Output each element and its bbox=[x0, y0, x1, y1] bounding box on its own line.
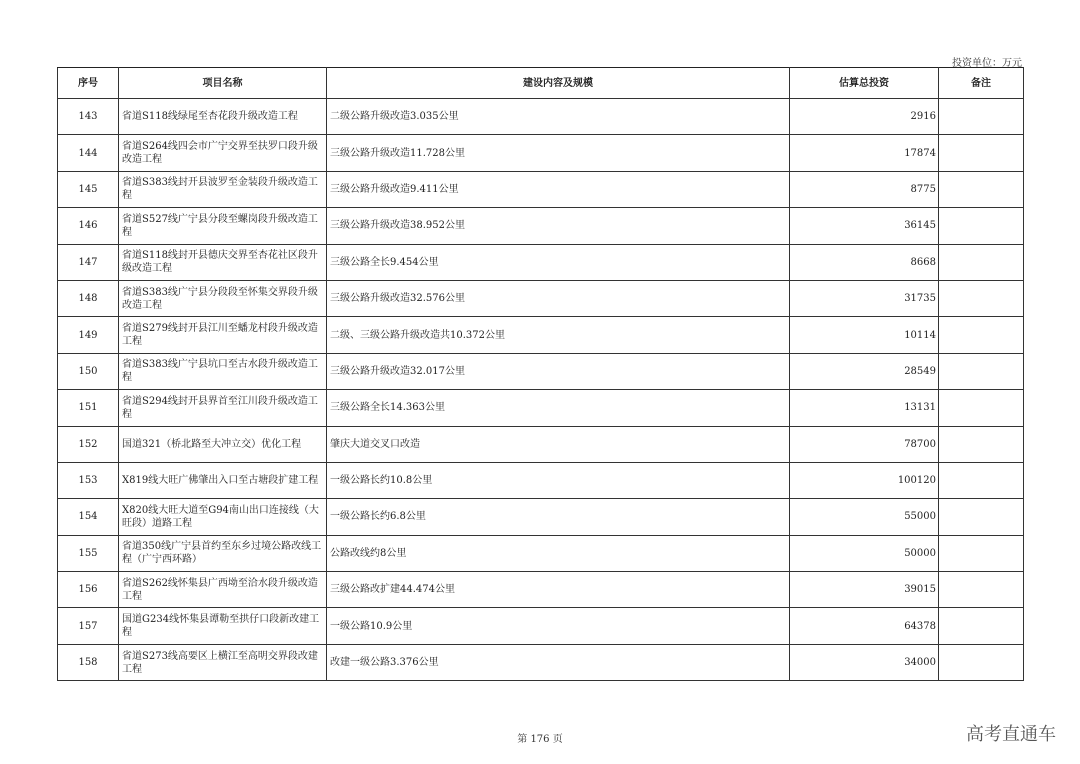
cell-project-name: 国道G234线怀集县谭勒至拱仔口段新改建工程 bbox=[119, 608, 327, 644]
cell-remark bbox=[939, 572, 1024, 608]
cell-remark bbox=[939, 353, 1024, 389]
cell-construction-content: 二级公路升级改造3.035公里 bbox=[327, 99, 790, 135]
cell-seq: 158 bbox=[58, 644, 119, 680]
cell-investment: 64378 bbox=[790, 608, 939, 644]
table-body bbox=[58, 99, 1024, 681]
table-row bbox=[58, 644, 1024, 680]
table-row bbox=[58, 171, 1024, 207]
cell-investment: 78700 bbox=[790, 426, 939, 462]
table-row bbox=[58, 353, 1024, 389]
cell-project-name: 省道S264线四会市广宁交界至扶罗口段升级改造工程 bbox=[119, 135, 327, 171]
cell-investment: 50000 bbox=[790, 535, 939, 571]
cell-construction-content: 三级公路升级改造32.576公里 bbox=[327, 280, 790, 316]
cell-investment: 10114 bbox=[790, 317, 939, 353]
cell-seq: 154 bbox=[58, 499, 119, 535]
table-row bbox=[58, 244, 1024, 280]
project-table bbox=[57, 67, 1024, 681]
cell-construction-content: 三级公路升级改造38.952公里 bbox=[327, 208, 790, 244]
cell-construction-content: 三级公路全长9.454公里 bbox=[327, 244, 790, 280]
cell-seq: 149 bbox=[58, 317, 119, 353]
cell-investment: 8668 bbox=[790, 244, 939, 280]
cell-seq: 156 bbox=[58, 572, 119, 608]
cell-seq: 155 bbox=[58, 535, 119, 571]
cell-construction-content: 一级公路10.9公里 bbox=[327, 608, 790, 644]
cell-project-name: 省道S383线广宁县分段段至怀集交界段升级改造工程 bbox=[119, 280, 327, 316]
table-row bbox=[58, 135, 1024, 171]
table-row bbox=[58, 317, 1024, 353]
table-row bbox=[58, 462, 1024, 498]
watermark-text: 高考直通车 bbox=[966, 724, 1056, 745]
cell-seq: 152 bbox=[58, 426, 119, 462]
header-remark: 备注 bbox=[939, 68, 1024, 99]
cell-project-name: X819线大旺广佛肇出入口至古塘段扩建工程 bbox=[119, 462, 327, 498]
header-name: 项目名称 bbox=[119, 68, 327, 99]
cell-remark bbox=[939, 644, 1024, 680]
cell-project-name: X820线大旺大道至G94南山出口连接线（大旺段）道路工程 bbox=[119, 499, 327, 535]
header-investment: 估算总投资 bbox=[790, 68, 939, 99]
cell-remark bbox=[939, 462, 1024, 498]
cell-remark bbox=[939, 499, 1024, 535]
cell-remark bbox=[939, 208, 1024, 244]
table-row bbox=[58, 426, 1024, 462]
cell-construction-content: 一级公路长约10.8公里 bbox=[327, 462, 790, 498]
cell-project-name: 省道S383线封开县波罗至金装段升级改造工程 bbox=[119, 171, 327, 207]
cell-project-name: 省道S294线封开县界首至江川段升级改造工程 bbox=[119, 390, 327, 426]
cell-construction-content: 三级公路全长14.363公里 bbox=[327, 390, 790, 426]
cell-construction-content: 改建一级公路3.376公里 bbox=[327, 644, 790, 680]
cell-investment: 13131 bbox=[790, 390, 939, 426]
cell-project-name: 省道S118线封开县德庆交界至杏花社区段升级改造工程 bbox=[119, 244, 327, 280]
cell-remark bbox=[939, 99, 1024, 135]
table-row bbox=[58, 99, 1024, 135]
cell-remark bbox=[939, 426, 1024, 462]
cell-investment: 36145 bbox=[790, 208, 939, 244]
table-row bbox=[58, 572, 1024, 608]
cell-project-name: 省道350线广宁县首约至东乡过境公路改线工程（广宁西环路） bbox=[119, 535, 327, 571]
cell-seq: 148 bbox=[58, 280, 119, 316]
cell-investment: 8775 bbox=[790, 171, 939, 207]
cell-remark bbox=[939, 244, 1024, 280]
cell-project-name: 省道S279线封开县江川至蟠龙村段升级改造工程 bbox=[119, 317, 327, 353]
cell-construction-content: 三级公路改扩建44.474公里 bbox=[327, 572, 790, 608]
cell-investment: 39015 bbox=[790, 572, 939, 608]
cell-construction-content: 二级、三级公路升级改造共10.372公里 bbox=[327, 317, 790, 353]
cell-seq: 147 bbox=[58, 244, 119, 280]
cell-remark bbox=[939, 317, 1024, 353]
cell-remark bbox=[939, 390, 1024, 426]
cell-construction-content: 公路改线约8公里 bbox=[327, 535, 790, 571]
table-row bbox=[58, 280, 1024, 316]
cell-project-name: 省道S273线高要区上横江至高明交界段改建工程 bbox=[119, 644, 327, 680]
cell-investment: 17874 bbox=[790, 135, 939, 171]
cell-remark bbox=[939, 280, 1024, 316]
cell-seq: 151 bbox=[58, 390, 119, 426]
cell-construction-content: 三级公路升级改造11.728公里 bbox=[327, 135, 790, 171]
page-number: 第 176 页 bbox=[517, 734, 563, 745]
header-seq: 序号 bbox=[58, 68, 119, 99]
cell-investment: 34000 bbox=[790, 644, 939, 680]
cell-project-name: 省道S383线广宁县坑口至古水段升级改造工程 bbox=[119, 353, 327, 389]
cell-investment: 55000 bbox=[790, 499, 939, 535]
cell-remark bbox=[939, 135, 1024, 171]
cell-project-name: 国道321（桥北路至大冲立交）优化工程 bbox=[119, 426, 327, 462]
cell-construction-content: 三级公路升级改造32.017公里 bbox=[327, 353, 790, 389]
table-row bbox=[58, 608, 1024, 644]
cell-construction-content: 肇庆大道交叉口改造 bbox=[327, 426, 790, 462]
cell-seq: 146 bbox=[58, 208, 119, 244]
cell-investment: 28549 bbox=[790, 353, 939, 389]
table-row bbox=[58, 499, 1024, 535]
cell-investment: 100120 bbox=[790, 462, 939, 498]
cell-project-name: 省道S118线绿尾至杏花段升级改造工程 bbox=[119, 99, 327, 135]
cell-seq: 153 bbox=[58, 462, 119, 498]
cell-seq: 143 bbox=[58, 99, 119, 135]
cell-seq: 144 bbox=[58, 135, 119, 171]
cell-remark bbox=[939, 608, 1024, 644]
table-row bbox=[58, 535, 1024, 571]
cell-project-name: 省道S262线怀集县广西坳至洽水段升级改造工程 bbox=[119, 572, 327, 608]
table-header bbox=[58, 68, 1024, 99]
cell-investment: 2916 bbox=[790, 99, 939, 135]
cell-seq: 145 bbox=[58, 171, 119, 207]
cell-remark bbox=[939, 171, 1024, 207]
table-row bbox=[58, 208, 1024, 244]
cell-seq: 157 bbox=[58, 608, 119, 644]
cell-investment: 31735 bbox=[790, 280, 939, 316]
investment-unit-note: 投资单位：万元 bbox=[952, 58, 1022, 69]
header-content: 建设内容及规模 bbox=[327, 68, 790, 99]
cell-construction-content: 一级公路长约6.8公里 bbox=[327, 499, 790, 535]
cell-seq: 150 bbox=[58, 353, 119, 389]
table-row bbox=[58, 390, 1024, 426]
cell-project-name: 省道S527线广宁县分段至螺岗段升级改造工程 bbox=[119, 208, 327, 244]
cell-construction-content: 三级公路升级改造9.411公里 bbox=[327, 171, 790, 207]
cell-remark bbox=[939, 535, 1024, 571]
